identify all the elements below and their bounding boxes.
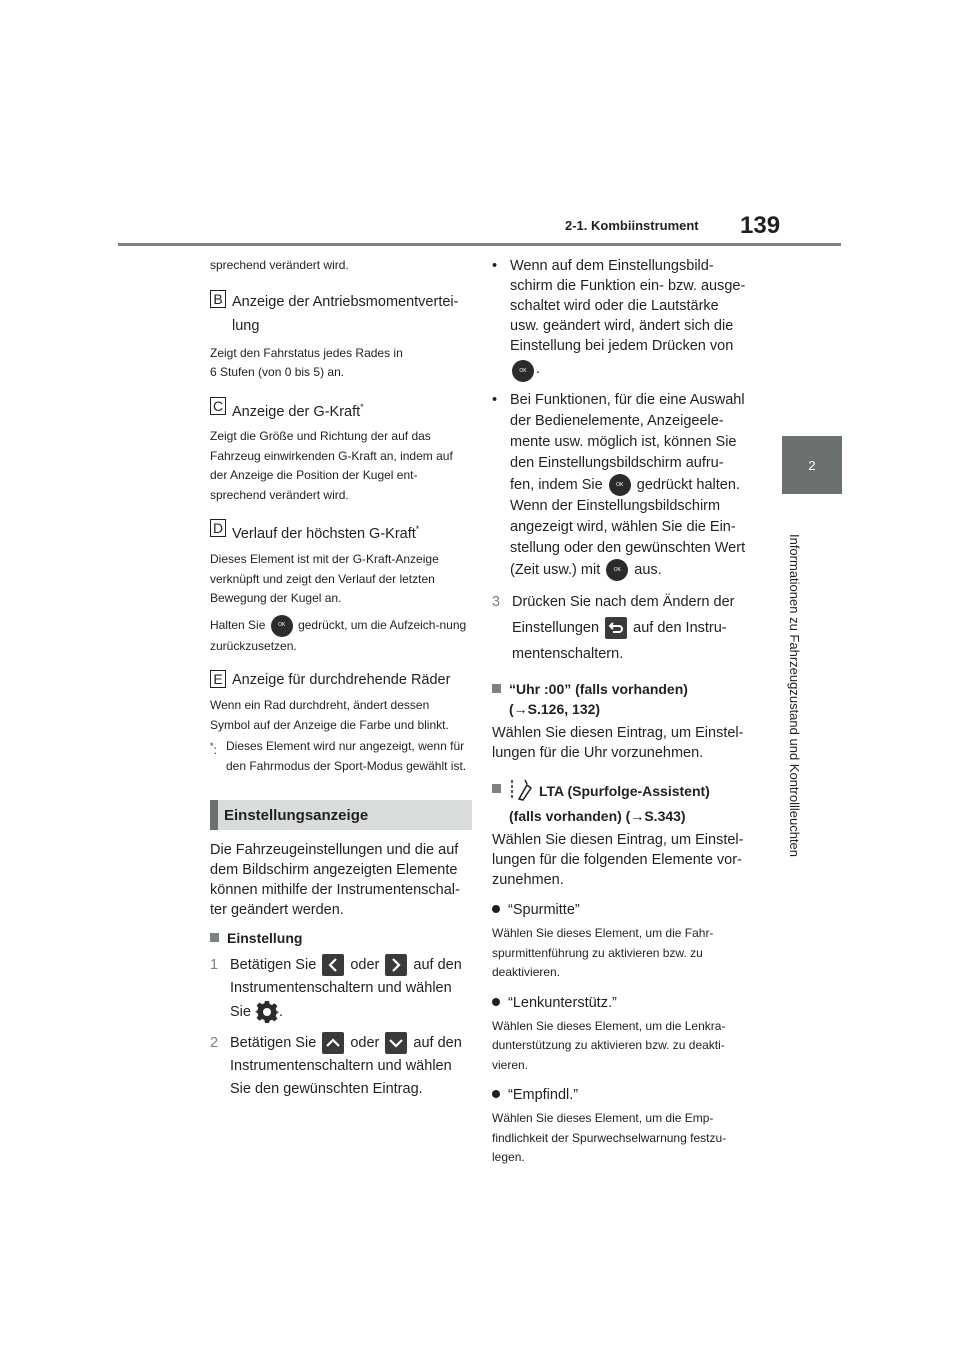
heading-d: D Verlauf der höchsten G-Kraft* xyxy=(210,519,472,544)
square-bullet-icon xyxy=(492,684,501,693)
footnote: *: Dieses Element wird nur angezeigt, wenn für den Fahrmodus der Sport-Modus gewählt ist. xyxy=(210,739,467,773)
arrow-up-icon xyxy=(322,1032,344,1054)
label-e: E xyxy=(210,670,226,688)
uhr-heading: “Uhr :00” (falls vorhanden) (→S.126, 132) xyxy=(492,679,748,719)
chapter-tab: 2 xyxy=(782,436,842,494)
einstellung-heading: Einstellung xyxy=(210,928,472,948)
header-divider xyxy=(118,243,841,246)
left-column: sprechend verändert wird. B Anzeige der Antriebsmomentvertei-lung Zeigt den Fahrstatus jedes Rades in 6 Stufen (von 0 bis 5) an. C Anzeige der G-Kraft* Zeigt die Größe und Richtung der auf das Fahrzeug einwirkenden G-Kraft an, indem auf der Anzeige die Position der Kugel ent-sprechend verändert wird. D Verlauf der höchsten G-Kraft* Dieses Element ist mit der G-Kraft-Anzeige verknüpft und zeigt den Verlauf der letzten Bewegung der Kugel an. Halten Sie OK gedrückt, um die Aufzeich-nung zurückzusetzen. E Anzeige für durchdrehende Räder Wenn ein Rad durchdreht, ändert dessen Symbol auf der Anzeige die Farbe und blinkt. *: Dieses Element wird nur angezeigt, wenn für den Fahrmodus der Sport-Modus gewählt ist. Einstellungsanzeige Die Fahrzeugeinstellungen und die auf dem Bildschirm angezeigten Elemente können mithilfe der Instrumentenschal-ter geändert werden. Einstellung 1 Betätigen Sie oder auf den Instrumentenschaltern und wählen Sie . 2 Betätigen Sie oder auf den Instrumentenschaltern und wählen Sie den gewünschten Eintrag. xyxy=(210,256,472,1101)
item-spurmitte: “Spurmitte” xyxy=(492,900,748,920)
ok-button-icon: OK xyxy=(606,559,628,581)
heading-b: B Anzeige der Antriebsmomentvertei-lung xyxy=(210,290,472,338)
chapter-title: Informationen zu Fahrzeugzustand und Kontrollleuchten xyxy=(787,533,803,857)
page-number: 139 xyxy=(740,212,781,239)
ok-button-icon: OK xyxy=(512,360,534,382)
arrow-down-icon xyxy=(385,1032,407,1054)
back-icon xyxy=(605,617,627,639)
bullet-dot-icon xyxy=(492,1090,500,1098)
label-c: C xyxy=(210,397,226,415)
step-1: 1 Betätigen Sie oder auf den Instrumentenschaltern und wählen Sie . xyxy=(210,954,472,1024)
bullet-2: • Bei Funktionen, für die eine Auswahl der Bedienelemente, Anzeigeele-mente usw. möglich ist, können Sie den Einstellungsbildschirm aufru- fen, indem Sie OK gedrückt halten. Wenn der Einstellungsbildschirm angezeigt wird, wählen Sie die Ein-stellung oder den gewünschten Wert (Zeit usw.) mit OK aus. xyxy=(492,390,748,581)
square-bullet-icon xyxy=(492,784,501,793)
lta-icon xyxy=(509,779,535,806)
section-title: Einstellungsanzeige xyxy=(210,800,472,830)
item-lenkunterstuetz: “Lenkunterstütz.” xyxy=(492,993,748,1013)
label-b: B xyxy=(210,290,226,308)
ok-button-icon: OK xyxy=(271,615,293,637)
bullet-1: • Wenn auf dem Einstellungsbild-schirm die Funktion ein- bzw. ausge-schaltet wird oder die Lautstärke usw. geändert wird, ändert sich die Einstellung bei jedem Drücken von OK . xyxy=(492,256,748,382)
intro-text: sprechend verändert wird. xyxy=(210,258,349,272)
hold-text: Halten Sie OK gedrückt, um die Aufzeich-nung zurückzusetzen. xyxy=(210,615,472,657)
heading-c: C Anzeige der G-Kraft* xyxy=(210,397,472,422)
ok-button-icon: OK xyxy=(609,474,631,496)
bullet-dot-icon xyxy=(492,998,500,1006)
step-2: 2 Betätigen Sie oder auf den Instrumentenschaltern und wählen Sie den gewünschten Eintrag. xyxy=(210,1032,472,1101)
gear-icon xyxy=(255,1000,279,1024)
item-empfindl: “Empfindl.” xyxy=(492,1085,748,1105)
heading-e: E Anzeige für durchdrehende Räder xyxy=(210,670,472,690)
header-section: 2-1. Kombiinstrument xyxy=(565,218,699,233)
section-text: Die Fahrzeugeinstellungen und die auf dem Bildschirm angezeigten Elemente können mithilfe der Instrumentenschal-ter geändert werden. xyxy=(210,842,460,919)
step-3: 3 Drücken Sie nach dem Ändern der Einstellungen auf den Instru- mentenschaltern. xyxy=(492,594,735,662)
right-column: • Wenn auf dem Einstellungsbild-schirm die Funktion ein- bzw. ausge-schaltet wird oder die Lautstärke usw. geändert wird, ändert sich die Einstellung bei jedem Drücken von OK . • Bei Funktionen, für die eine Auswahl der Bedienelemente, Anzeigeele-mente usw. möglich ist, können Sie den Einstellungsbildschirm aufru- fen, indem Sie OK gedrückt halten. Wenn der Einstellungsbildschirm angezeigt wird, wählen Sie die Ein-stellung oder den gewünschten Wert (Zeit usw.) mit OK aus. 3 Drücken Sie nach dem Ändern der Einstellungen auf den Instru- mentenschaltern. “Uhr :00” (falls vorhanden) (→S.126, 132) Wählen Sie diesen Eintrag, um Einstel-lungen für die Uhr vorzunehmen. LTA (Spurfolge-Assistent) (falls vorhanden) (→S.343) Wählen Sie diesen Eintrag, um Einstel-lungen für die folgenden Elemente vor-zunehmen. “Spurmitte” Wählen Sie dieses Element, um die Fahr-spurmittenführung zu aktivieren bzw. zu deaktivieren. “Lenkunterstütz.” Wählen Sie dieses Element, um die Lenkra-dunterstützung zu aktivieren bzw. zu deakti-vieren. “Empfindl.” Wählen Sie dieses Element, um die Emp-findlichkeit der Spurwechselwarnung festzu-legen. xyxy=(492,256,748,1168)
arrow-left-icon xyxy=(322,954,344,976)
square-bullet-icon xyxy=(210,933,219,942)
label-d: D xyxy=(210,519,226,537)
bullet-dot-icon xyxy=(492,905,500,913)
lta-heading: LTA (Spurfolge-Assistent) (falls vorhanden) (→S.343) xyxy=(492,779,748,826)
arrow-right-icon xyxy=(385,954,407,976)
